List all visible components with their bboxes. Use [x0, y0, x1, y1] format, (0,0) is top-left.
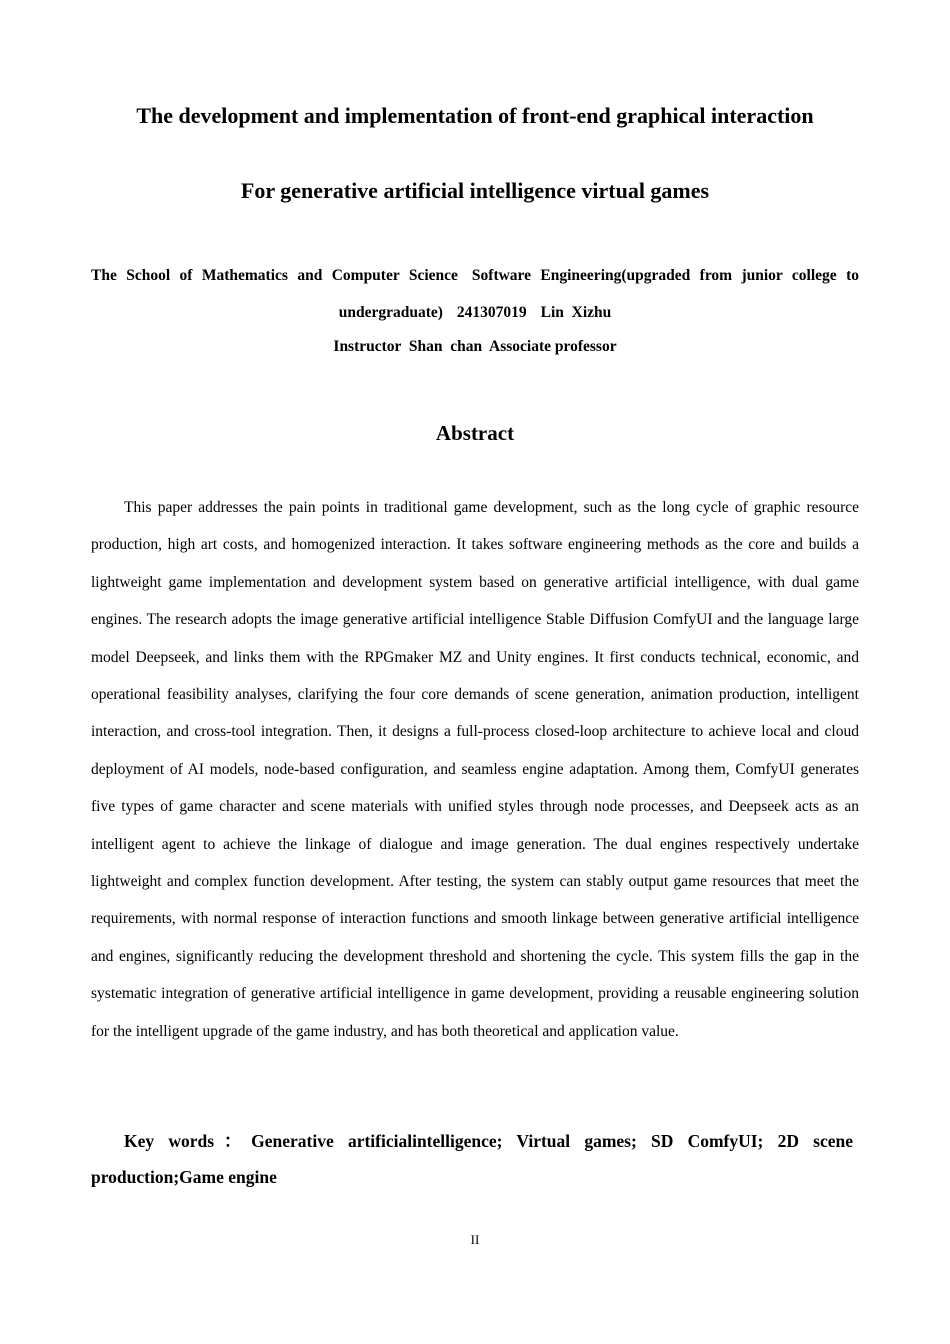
school-name: The School of Mathematics and Computer Science — [91, 267, 458, 284]
keywords-paragraph — [91, 1123, 853, 1195]
major-part-2: undergraduate) — [338, 304, 443, 321]
title-line-1: The development and implementation of front-end graphical interaction — [136, 103, 814, 128]
author-info — [91, 262, 859, 361]
keywords-text: Generative artificialintelligence; Virtual games; SD ComfyUI; 2D scene production;Game engine — [91, 1131, 854, 1187]
author-name: Lin Xizhu — [540, 304, 612, 321]
title-line-2: For generative artificial intelligence virtual games — [240, 178, 710, 203]
keywords-label: Key words： — [124, 1131, 252, 1151]
abstract-body: This paper addresses the pain points in traditional game development, such as the long cycle of graphic resource production, high art costs, and homogenized interaction. It takes software engineering methods as the core and builds a lightweight game implementation and development system based on generative artificial intelligence, with dual game engines. The research adopts the image generative artificial intelligence Stable Diffusion ComfyUI and the language large model Deepseek, and links them with the RPGmaker MZ and Unity engines. It first conducts technical, economic, and operational feasibility analyses, clarifying the four core demands of scene generation, animation production, intelligent interaction, and cross-tool integration. Then, it designs a full-process closed-loop architecture to achieve local and cloud deployment of AI models, node-based configuration, and seamless engine adaptation. Among them, ComfyUI generates five types of game character and scene materials with unified styles through node processes, and Deepseek acts as an intelligent agent to achieve the linkage of dialogue and image generation. The dual engines respectively undertake lightweight and complex function development. After testing, the system can stably output game resources that meet the requirements, with normal response of interaction functions and smooth linkage between generative artificial intelligence and engines, significantly reducing the development threshold and shortening the cycle. This system fills the gap in the systematic integration of generative artificial intelligence in game development, providing a reusable engineering solution for the intelligent upgrade of the game industry, and has both theoretical and application value. — [91, 499, 859, 1040]
author-line-1 — [91, 262, 859, 290]
page-number: II — [470, 1232, 480, 1247]
student-id: 241307019 — [456, 304, 527, 321]
instructor-line: Instructor Shan chan Associate professor — [333, 338, 617, 355]
major-part-1: Software Engineering(upgraded from junior college to — [471, 267, 859, 284]
author-line-2 — [91, 299, 859, 327]
abstract-heading: Abstract — [435, 421, 515, 445]
